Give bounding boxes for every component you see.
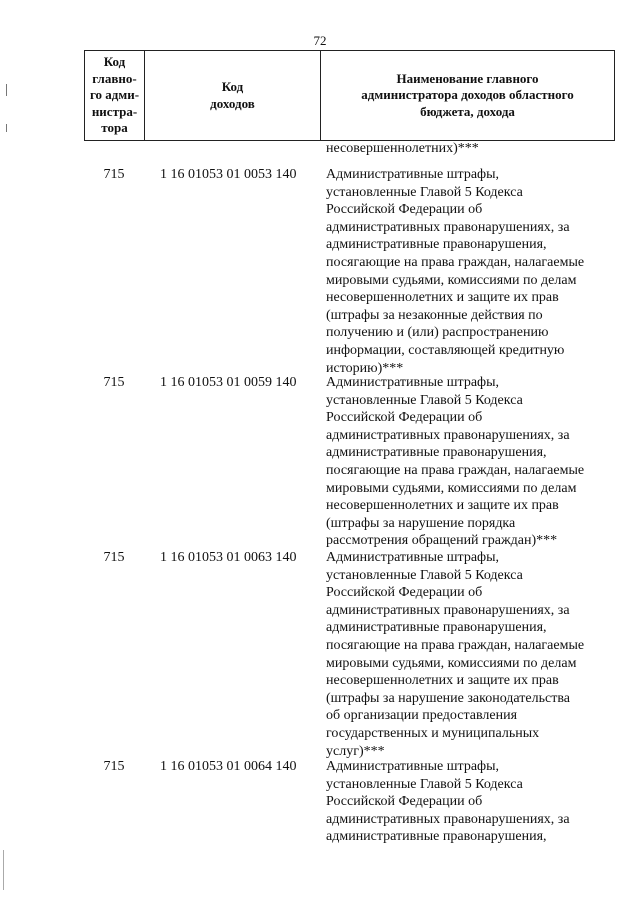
revenue-code: 1 16 01053 01 0053 140 [160,167,297,182]
text-line: установленные Главой 5 Кодекса [326,776,523,792]
text-line: Административные штрафы, [326,167,500,182]
admin-code: 715 [103,759,125,774]
text-line: (штрафы за незаконные действия по [326,307,543,323]
text-line: установленные Главой 5 Кодекса [326,392,523,408]
text-line: административные правонарушения, [326,620,547,636]
header-name-line: администратора доходов областного [361,87,574,103]
table-header [84,50,615,141]
continuation-text [326,140,616,158]
text-line: Российской Федерации об [326,794,483,810]
revenue-name [326,549,616,760]
admin-code: 715 [103,375,125,390]
text-line: посягающие на права граждан, налагаемые [326,254,585,270]
text-line: историю)*** [326,360,404,376]
header-admin-line: Код [103,54,126,70]
header-name-line: Наименование главного [396,70,539,86]
text-line: мировыми судьями, комиссиями по делам [326,655,577,671]
header-name-line: бюджета, дохода [420,103,515,119]
header-admin-line: тора [101,120,128,136]
header-revenue-code [145,51,321,141]
revenue-code: 1 16 01053 01 0063 140 [160,550,297,565]
text-line: об организации предоставления [326,708,518,724]
text-line: (штрафы за нарушение порядка [326,515,516,531]
text-line: несовершеннолетних и защите их прав [326,290,559,306]
revenue-code: 1 16 01053 01 0064 140 [160,759,297,774]
text-line: установленные Главой 5 Кодекса [326,567,523,583]
header-admin-code [85,51,145,141]
revenue-name [326,166,616,377]
text-line: установленные Главой 5 Кодекса [326,184,523,200]
text-line: информации, составляющей кредитную [326,342,565,358]
text-line: Административные штрафы, [326,375,500,390]
admin-code: 715 [103,167,125,182]
text-line: Административные штрафы, [326,759,500,774]
text-line: (штрафы за нарушение законодательства [326,690,570,706]
text-line: административных правонарушениях, за [326,811,570,827]
scan-artifact [6,84,7,96]
revenue-code: 1 16 01053 01 0059 140 [160,375,297,390]
text-line: административные правонарушения, [326,445,547,461]
text-line: Российской Федерации об [326,585,483,601]
header-code-line: Код [221,79,244,94]
text-line: Административные штрафы, [326,550,500,565]
text-line: рассмотрения обращений граждан)*** [326,533,558,549]
text-line: государственных и муниципальных [326,725,540,741]
revenue-name [326,374,616,550]
header-admin-line: нистра- [91,103,138,119]
text-line: посягающие на права граждан, налагаемые [326,637,585,653]
text-line: административных правонарушениях, за [326,219,570,235]
scan-artifact [6,124,7,132]
text-line: мировыми судьями, комиссиями по делам [326,272,577,288]
header-admin-line: го адми- [89,87,140,103]
header-code-line: доходов [210,95,255,111]
text-line: посягающие на права граждан, налагаемые [326,462,585,478]
admin-code: 715 [103,550,125,565]
text-line: услуг)*** [326,743,385,759]
text-line: несовершеннолетних)*** [326,141,479,156]
text-line: административные правонарушения, [326,829,547,845]
text-line: несовершеннолетних и защите их прав [326,673,559,689]
text-line: административных правонарушениях, за [326,427,570,443]
header-name [321,51,615,141]
text-line: получению и (или) распространению [326,325,549,341]
text-line: административные правонарушения, [326,237,547,253]
text-line: Российской Федерации об [326,410,483,426]
page-number: 72 [313,33,327,48]
scan-artifact [3,850,4,890]
header-admin-line: главно- [92,70,137,86]
text-line: мировыми судьями, комиссиями по делам [326,480,577,496]
text-line: Российской Федерации об [326,202,483,218]
text-line: административных правонарушениях, за [326,602,570,618]
revenue-name [326,758,616,846]
text-line: несовершеннолетних и защите их прав [326,498,559,514]
